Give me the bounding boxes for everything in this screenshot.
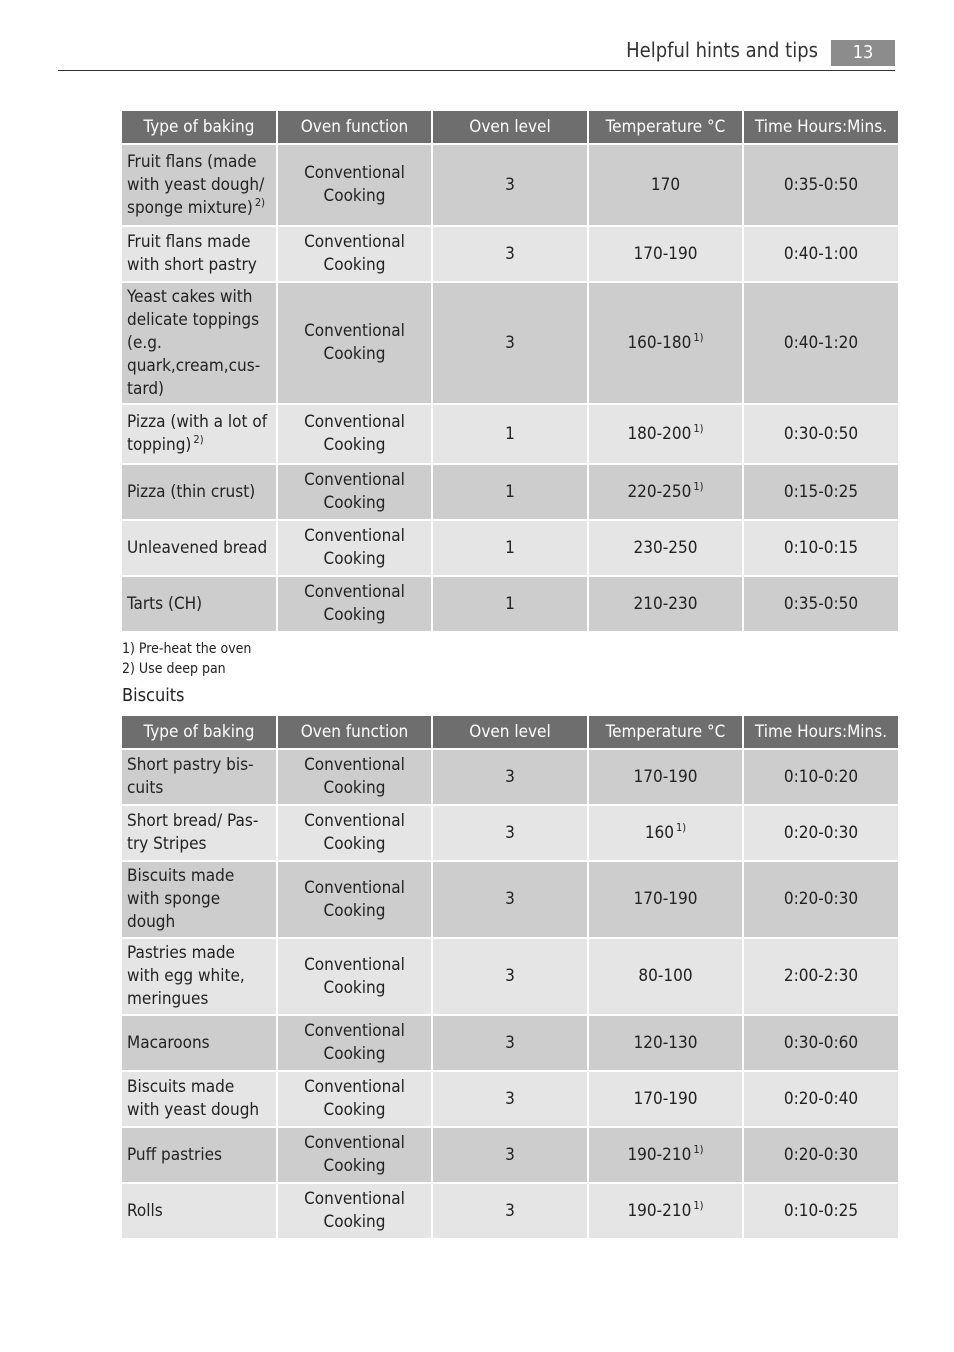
page-number: 13: [831, 40, 895, 66]
cell-oven-function-text: Conventional Cooking: [304, 954, 405, 998]
footnote-marker: 1): [693, 421, 704, 435]
cell-type-of-baking-text: Yeast cakes with delicate toppings (e.g. quark,cream,cus-tard): [127, 286, 261, 399]
col-header-temperature: Temperature °C: [589, 716, 742, 748]
cell-oven-function: [278, 750, 431, 804]
cell-time-text: 0:20-0:30: [783, 822, 859, 843]
cell-oven-level-text: 3: [505, 174, 515, 195]
cell-temperature: [589, 750, 742, 804]
col-header-time: Time Hours:Mins.: [744, 111, 898, 143]
table-row: [122, 145, 898, 225]
cell-oven-function: [278, 862, 431, 937]
cell-type-of-baking-text: Short pastry bis-cuits: [127, 755, 254, 798]
cell-oven-level: [433, 405, 587, 463]
cell-type-of-baking: [122, 577, 276, 631]
col-header-type: Type of baking: [122, 716, 276, 748]
cell-oven-function-text: Conventional Cooking: [304, 1077, 405, 1120]
cell-temperature: [589, 577, 742, 631]
cell-type-of-baking: [122, 405, 276, 463]
baking-table-cakes: [120, 109, 900, 633]
cell-oven-function-text: Conventional Cooking: [304, 1133, 405, 1176]
cell-time: [744, 1072, 898, 1126]
cell-temperature: [589, 1184, 742, 1238]
cell-temperature-text: 190-210: [627, 1200, 692, 1221]
col-header-function: Oven function: [278, 716, 431, 748]
table-row: [122, 1184, 898, 1238]
cell-oven-level-text: 3: [505, 966, 515, 986]
cell-time-text: 0:30-0:50: [783, 423, 859, 444]
cell-temperature: [589, 1072, 742, 1126]
cell-type-of-baking-text: Biscuits made with yeast dough: [127, 1077, 260, 1120]
cell-oven-function: [278, 1072, 431, 1126]
cell-oven-function: [278, 1184, 431, 1238]
cell-type-of-baking-text: Fruit flans (made with yeast dough/ sponge mixture): [127, 151, 265, 218]
table-row: [122, 577, 898, 631]
cell-time-text: 0:20-0:30: [783, 1144, 859, 1165]
cell-oven-function-text: Conventional Cooking: [304, 321, 405, 364]
cell-oven-function-text: Conventional Cooking: [304, 1189, 405, 1232]
cell-oven-function: [278, 145, 431, 225]
cell-oven-level-text: 1: [505, 423, 515, 444]
cell-oven-function: [278, 939, 431, 1014]
cell-oven-level: [433, 750, 587, 804]
footnote-marker: 1): [693, 1198, 704, 1212]
cell-time-text: 2:00-2:30: [783, 966, 859, 986]
table-row: [122, 750, 898, 804]
cell-time: [744, 1016, 898, 1070]
cell-type-of-baking: [122, 465, 276, 519]
footnote-marker: 2): [254, 195, 266, 209]
table-row: [122, 1072, 898, 1126]
cell-type-of-baking-text: Tarts (CH): [127, 593, 203, 614]
table-row: [122, 521, 898, 575]
col-header-level: Oven level: [433, 716, 587, 748]
cell-oven-level: [433, 577, 587, 631]
cell-oven-function-text: Conventional Cooking: [304, 755, 405, 798]
cell-oven-level: [433, 521, 587, 575]
cell-oven-function: [278, 465, 431, 519]
page-header: [0, 0, 954, 80]
cell-oven-level-text: 3: [505, 889, 515, 909]
cell-time-text: 0:35-0:50: [783, 174, 859, 195]
footnote-marker: 2): [193, 433, 204, 446]
cell-oven-level: [433, 862, 587, 937]
cell-temperature: [589, 521, 742, 575]
cell-type-of-baking-text: Biscuits made with sponge dough: [127, 866, 235, 932]
table-row: [122, 405, 898, 463]
footnotes: [122, 639, 251, 679]
table-row: [122, 1128, 898, 1182]
cell-time-text: 0:20-0:30: [783, 889, 859, 909]
cell-temperature: [589, 283, 742, 403]
cell-oven-level: [433, 1184, 587, 1238]
cell-temperature-text: 170-190: [633, 766, 698, 787]
cell-type-of-baking: [122, 227, 276, 281]
cell-oven-function-text: Conventional Cooking: [304, 412, 405, 455]
cell-time: [744, 939, 898, 1014]
cell-time: [744, 405, 898, 463]
cell-temperature-text: 180-200: [627, 423, 692, 444]
cell-type-of-baking: [122, 145, 276, 225]
cell-type-of-baking-text: Short bread/ Pas-try Stripes: [127, 811, 259, 854]
cell-time: [744, 283, 898, 403]
cell-oven-function-text: Conventional Cooking: [304, 526, 405, 569]
cell-temperature: [589, 145, 742, 225]
cell-oven-level-text: 3: [505, 1088, 515, 1109]
cell-oven-level-text: 3: [505, 332, 515, 353]
col-header-level: Oven level: [433, 111, 587, 143]
cell-oven-level: [433, 1016, 587, 1070]
cell-time-text: 0:20-0:40: [783, 1088, 859, 1109]
cell-oven-level-text: 1: [505, 481, 515, 502]
cell-oven-level: [433, 806, 587, 860]
cell-time: [744, 465, 898, 519]
cell-temperature: [589, 806, 742, 860]
cell-time: [744, 862, 898, 937]
col-header-time: Time Hours:Mins.: [744, 716, 898, 748]
cell-oven-level: [433, 1128, 587, 1182]
footnote-marker: 1): [693, 479, 704, 493]
cell-type-of-baking-text: Pastries made with egg white, meringues: [127, 943, 245, 1009]
cell-type-of-baking: [122, 1128, 276, 1182]
cell-type-of-baking-text: Rolls: [127, 1200, 163, 1221]
cell-oven-level-text: 1: [505, 593, 515, 614]
cell-time: [744, 521, 898, 575]
table-row: [122, 465, 898, 519]
cell-time-text: 0:15-0:25: [783, 481, 859, 502]
cell-temperature-text: 170-190: [633, 243, 698, 264]
cell-type-of-baking-text: Pizza (thin crust): [127, 481, 256, 502]
table-row: [122, 1016, 898, 1070]
cell-time-text: 0:40-1:20: [783, 332, 859, 353]
cell-oven-level-text: 3: [505, 1144, 515, 1165]
cell-temperature: [589, 862, 742, 937]
section-header-title: Helpful hints and tips: [626, 38, 818, 62]
table-row: [122, 862, 898, 937]
footnote-marker: 1): [693, 330, 704, 344]
cell-time: [744, 1128, 898, 1182]
cell-temperature: [589, 405, 742, 463]
cell-time-text: 0:30-0:60: [783, 1032, 859, 1053]
cell-oven-level: [433, 227, 587, 281]
cell-temperature-text: 170: [650, 174, 681, 195]
cell-oven-function: [278, 1128, 431, 1182]
cell-time-text: 0:10-0:15: [783, 537, 859, 558]
baking-table-biscuits: [120, 714, 900, 1240]
cell-temperature-text: 160: [644, 822, 674, 843]
cell-type-of-baking: [122, 283, 276, 403]
cell-time-text: 0:10-0:20: [783, 766, 859, 787]
cell-temperature-text: 210-230: [633, 593, 698, 614]
cell-temperature: [589, 1016, 742, 1070]
cell-temperature-text: 120-130: [633, 1032, 698, 1053]
cell-time: [744, 227, 898, 281]
cell-oven-level: [433, 939, 587, 1014]
cell-oven-function-text: Conventional Cooking: [304, 877, 405, 921]
cell-temperature-text: 170-190: [633, 1088, 698, 1109]
cell-oven-level-text: 3: [505, 766, 515, 787]
footnote-2: 2) Use deep pan: [122, 661, 226, 677]
col-header-function: Oven function: [278, 111, 431, 143]
section-title-biscuits: Biscuits: [122, 685, 185, 706]
cell-type-of-baking-text: Pizza (with a lot of topping): [127, 412, 268, 455]
cell-temperature-text: 230-250: [633, 537, 698, 558]
cell-time: [744, 1184, 898, 1238]
cell-oven-level: [433, 283, 587, 403]
cell-time: [744, 145, 898, 225]
table-row: [122, 939, 898, 1014]
cell-oven-function-text: Conventional Cooking: [304, 163, 405, 206]
cell-oven-function: [278, 521, 431, 575]
cell-oven-function-text: Conventional Cooking: [304, 232, 405, 275]
cell-temperature: [589, 939, 742, 1014]
cell-oven-level-text: 3: [505, 1200, 515, 1221]
cell-time-text: 0:10-0:25: [783, 1200, 859, 1221]
table-row: [122, 806, 898, 860]
cell-type-of-baking: [122, 521, 276, 575]
cell-type-of-baking: [122, 862, 276, 937]
cell-oven-function-text: Conventional Cooking: [304, 582, 405, 625]
table-row: [122, 227, 898, 281]
cell-time: [744, 750, 898, 804]
footnote-marker: 1): [676, 820, 687, 834]
cell-temperature-text: 170-190: [633, 889, 698, 909]
cell-type-of-baking: [122, 1016, 276, 1070]
cell-oven-level: [433, 465, 587, 519]
cell-type-of-baking: [122, 1072, 276, 1126]
cell-oven-level: [433, 145, 587, 225]
cell-type-of-baking: [122, 939, 276, 1014]
cell-temperature-text: 190-210: [627, 1144, 692, 1165]
cell-oven-function-text: Conventional Cooking: [304, 470, 405, 513]
cell-time: [744, 806, 898, 860]
cell-type-of-baking-text: Fruit flans made with short pastry: [127, 232, 257, 275]
cell-oven-function: [278, 806, 431, 860]
cell-type-of-baking-text: Puff pastries: [127, 1144, 222, 1165]
cell-temperature-text: 220-250: [627, 481, 692, 502]
cell-temperature-text: 160-180: [627, 332, 692, 353]
header-rule: [58, 70, 895, 71]
footnote-1: 1) Pre-heat the oven: [122, 641, 252, 657]
cell-oven-level-text: 1: [505, 537, 515, 558]
cell-temperature-text: 80-100: [638, 966, 693, 986]
cell-oven-function-text: Conventional Cooking: [304, 811, 405, 854]
cell-type-of-baking-text: Unleavened bread: [127, 537, 268, 558]
cell-oven-level-text: 3: [505, 822, 515, 843]
table-row: [122, 283, 898, 403]
table-body: [122, 750, 898, 1238]
cell-oven-function: [278, 227, 431, 281]
table-body: [122, 145, 898, 631]
cell-time-text: 0:35-0:50: [783, 593, 859, 614]
cell-oven-level: [433, 1072, 587, 1126]
col-header-type: Type of baking: [122, 111, 276, 143]
cell-oven-function: [278, 405, 431, 463]
cell-time-text: 0:40-1:00: [783, 243, 859, 264]
cell-oven-function: [278, 283, 431, 403]
col-header-temperature: Temperature °C: [589, 111, 742, 143]
cell-oven-function-text: Conventional Cooking: [304, 1021, 405, 1064]
cell-oven-level-text: 3: [505, 1032, 515, 1053]
cell-type-of-baking: [122, 1184, 276, 1238]
cell-temperature: [589, 227, 742, 281]
footnote-marker: 1): [693, 1142, 704, 1156]
cell-temperature: [589, 1128, 742, 1182]
cell-temperature: [589, 465, 742, 519]
cell-type-of-baking: [122, 750, 276, 804]
cell-time: [744, 577, 898, 631]
cell-type-of-baking: [122, 806, 276, 860]
cell-oven-level-text: 3: [505, 243, 515, 264]
cell-type-of-baking-text: Macaroons: [127, 1032, 210, 1053]
cell-oven-function: [278, 577, 431, 631]
cell-oven-function: [278, 1016, 431, 1070]
